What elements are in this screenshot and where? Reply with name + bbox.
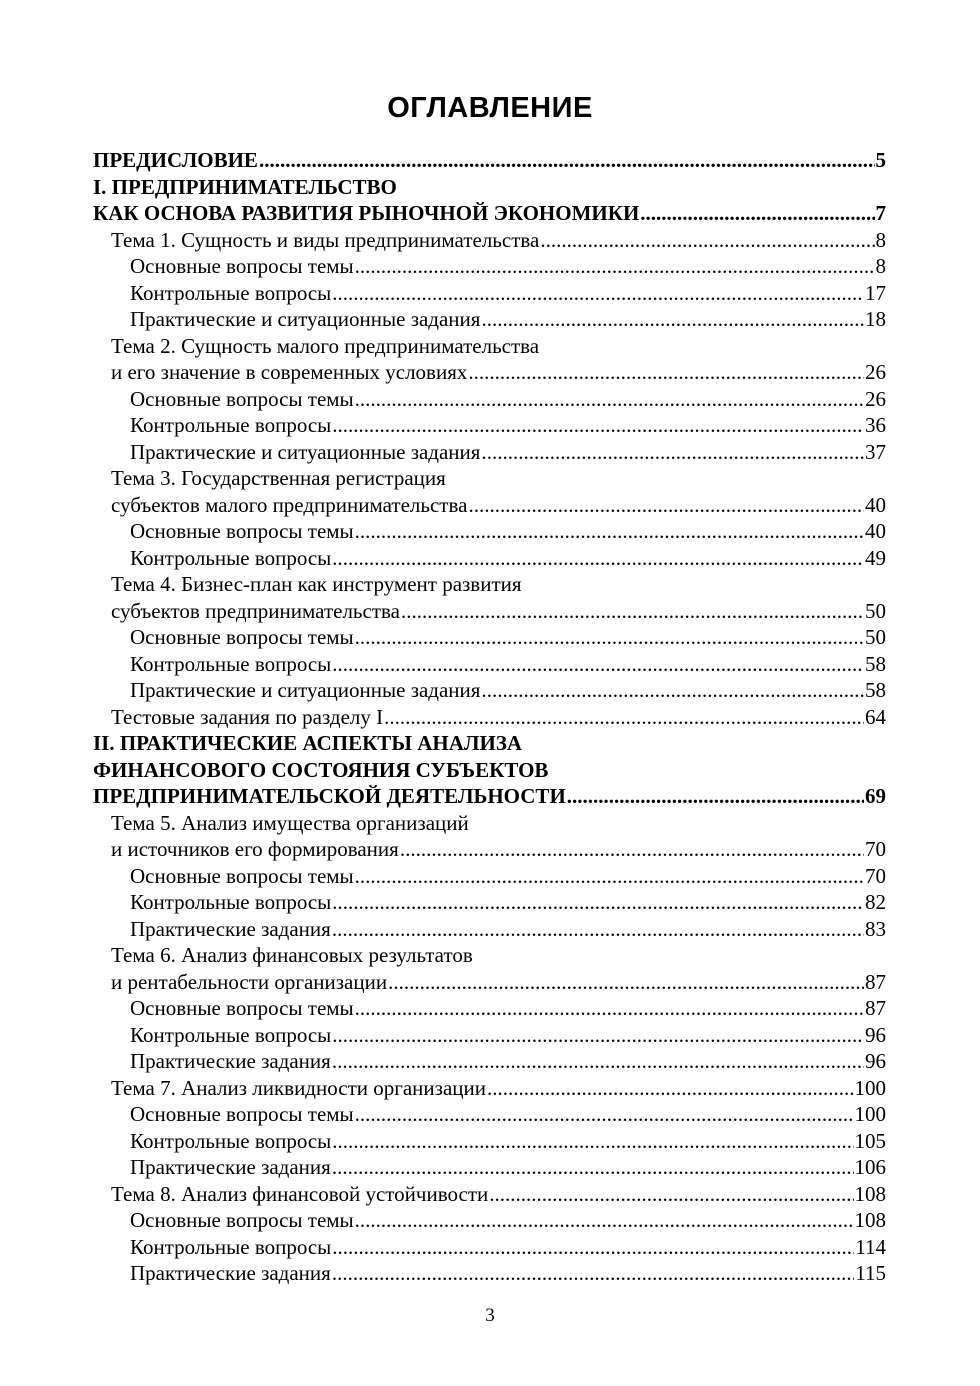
- toc-entry-page: 58: [865, 651, 886, 676]
- toc-dot-leader: [332, 1128, 853, 1155]
- toc-entry-page: 26: [865, 360, 886, 384]
- toc-dot-leader: [332, 1234, 854, 1261]
- toc-entry-title: Практические и ситуационные задания: [130, 307, 481, 331]
- toc-entry-title: Тема 5. Анализ имущества организаций: [111, 810, 469, 835]
- toc-entry: [93, 757, 886, 784]
- toc-entry: [93, 147, 886, 174]
- toc-dot-leader: [332, 1048, 864, 1075]
- toc-entry-page: 26: [865, 386, 886, 411]
- toc-entry: [93, 465, 886, 492]
- toc-entry: [93, 810, 886, 837]
- toc-entry: [93, 730, 886, 757]
- toc-dot-leader: [332, 651, 864, 678]
- toc-entry-page: 17: [865, 280, 886, 305]
- toc-entry-page: 7: [875, 201, 886, 225]
- toc-entry: [93, 359, 886, 386]
- toc-entry: [93, 545, 886, 572]
- page-title: ОГЛАВЛЕНИЕ: [387, 92, 593, 124]
- toc-entry-title: Контрольные вопросы: [130, 280, 332, 305]
- toc-entry-title: Практические задания: [130, 1155, 331, 1179]
- toc-entry: [93, 200, 886, 227]
- toc-entry-page: 18: [865, 307, 886, 331]
- toc-entry: [93, 677, 886, 704]
- toc-entry: [93, 1260, 886, 1287]
- toc-dot-leader: [355, 518, 864, 545]
- toc-entry-title: ПРЕДИСЛОВИЕ: [93, 148, 258, 172]
- toc-entry-title: Тема 2. Сущность малого предпринимательства: [111, 333, 540, 358]
- toc-entry-page: 114: [855, 1234, 886, 1259]
- toc-dot-leader: [401, 598, 864, 625]
- toc-dot-leader: [332, 916, 864, 943]
- toc-entry: [93, 1207, 886, 1234]
- toc-dot-leader: [355, 995, 864, 1022]
- toc-entry: [93, 942, 886, 969]
- toc-entry: [93, 916, 886, 943]
- toc-entry-title: ПРЕДПРИНИМАТЕЛЬСКОЙ ДЕЯТЕЛЬНОСТИ: [93, 784, 566, 808]
- toc-entry-title: и его значение в современных условиях: [111, 360, 468, 384]
- toc-entry-title: Тема 4. Бизнес-план как инструмент развития: [111, 572, 522, 596]
- toc-entry: [93, 783, 886, 810]
- toc-dot-leader: [489, 1181, 853, 1208]
- toc-entry: [93, 995, 886, 1022]
- toc-entry-title: КАК ОСНОВА РАЗВИТИЯ РЫНОЧНОЙ ЭКОНОМИКИ: [93, 201, 640, 225]
- toc-entry-page: 58: [865, 678, 886, 702]
- toc-entry-title: и источников его формирования: [111, 837, 399, 861]
- table-of-contents: [93, 147, 886, 1287]
- toc-entry-page: 49: [865, 545, 886, 570]
- page-number: 3: [485, 1305, 495, 1326]
- toc-dot-leader: [567, 783, 864, 810]
- toc-entry: [93, 1128, 886, 1155]
- toc-dot-leader: [355, 386, 864, 413]
- toc-entry-title: Тема 6. Анализ финансовых результатов: [111, 943, 473, 967]
- toc-entry-page: 70: [865, 837, 886, 861]
- toc-entry: [93, 836, 886, 863]
- toc-entry-page: 100: [854, 1075, 886, 1100]
- toc-entry: [93, 253, 886, 280]
- toc-entry-title: Основные вопросы темы: [130, 863, 354, 888]
- toc-entry-title: Контрольные вопросы: [130, 413, 332, 437]
- toc-entry-title: I. ПРЕДПРИНИМАТЕЛЬСТВО: [93, 174, 397, 199]
- toc-entry-page: 96: [865, 1049, 886, 1073]
- toc-entry-page: 82: [865, 890, 886, 914]
- toc-dot-leader: [332, 889, 864, 916]
- toc-entry-title: Практические задания: [130, 916, 331, 941]
- toc-entry: [93, 889, 886, 916]
- toc-dot-leader: [332, 412, 864, 439]
- toc-entry: [93, 492, 886, 519]
- toc-dot-leader: [487, 1075, 854, 1102]
- toc-entry-title: Контрольные вопросы: [130, 545, 332, 570]
- toc-entry-title: Контрольные вопросы: [130, 651, 332, 676]
- toc-entry: [93, 571, 886, 598]
- toc-entry-page: 108: [854, 1208, 886, 1232]
- toc-entry-title: Практические задания: [130, 1261, 331, 1285]
- toc-dot-leader: [355, 1101, 854, 1128]
- toc-dot-leader: [332, 280, 864, 307]
- toc-entry-page: 64: [865, 704, 886, 729]
- toc-dot-leader: [400, 836, 864, 863]
- toc-entry-page: 105: [854, 1128, 886, 1153]
- toc-entry-page: 50: [865, 598, 886, 623]
- toc-entry-page: 115: [855, 1261, 886, 1285]
- toc-entry-page: 87: [865, 996, 886, 1020]
- toc-entry-title: Основные вопросы темы: [130, 625, 354, 649]
- toc-entry-title: субъектов малого предпринимательства: [111, 492, 468, 517]
- toc-entry: [93, 1075, 886, 1102]
- toc-entry: [93, 1154, 886, 1181]
- toc-dot-leader: [355, 863, 864, 890]
- toc-dot-leader: [481, 677, 864, 704]
- toc-entry-title: Практические и ситуационные задания: [130, 678, 481, 702]
- toc-dot-leader: [388, 969, 864, 996]
- toc-entry-title: Основные вопросы темы: [130, 254, 354, 278]
- toc-entry: [93, 704, 886, 731]
- toc-dot-leader: [259, 147, 875, 174]
- toc-dot-leader: [468, 492, 864, 519]
- toc-entry-page: 37: [865, 439, 886, 464]
- toc-entry-title: Практические задания: [130, 1049, 331, 1073]
- toc-entry: [93, 1048, 886, 1075]
- toc-entry-page: 8: [875, 227, 886, 252]
- toc-entry-title: Контрольные вопросы: [130, 1022, 332, 1047]
- toc-entry: [93, 863, 886, 890]
- toc-entry-title: Основные вопросы темы: [130, 1102, 354, 1126]
- toc-entry-title: Основные вопросы темы: [130, 996, 354, 1020]
- toc-entry: [93, 227, 886, 254]
- toc-dot-leader: [540, 227, 874, 254]
- toc-entry-page: 8: [875, 254, 886, 278]
- toc-entry: [93, 386, 886, 413]
- toc-entry-title: ФИНАНСОВОГО СОСТОЯНИЯ СУБЪЕКТОВ: [93, 757, 549, 782]
- toc-entry: [93, 1234, 886, 1261]
- toc-entry-title: Контрольные вопросы: [130, 1234, 332, 1259]
- toc-entry: [93, 518, 886, 545]
- toc-entry-page: 108: [854, 1181, 886, 1206]
- toc-entry-title: Основные вопросы темы: [130, 386, 354, 411]
- toc-dot-leader: [332, 545, 864, 572]
- toc-entry-page: 40: [865, 519, 886, 543]
- toc-dot-leader: [481, 306, 864, 333]
- toc-entry-title: II. ПРАКТИЧЕСКИЕ АСПЕКТЫ АНАЛИЗА: [93, 731, 523, 755]
- toc-entry: [93, 306, 886, 333]
- toc-entry: [93, 439, 886, 466]
- toc-entry-title: субъектов предпринимательства: [111, 598, 400, 623]
- toc-entry-title: Контрольные вопросы: [130, 1128, 332, 1153]
- toc-dot-leader: [355, 1207, 854, 1234]
- toc-dot-leader: [332, 1022, 864, 1049]
- toc-entry: [93, 412, 886, 439]
- toc-entry-page: 36: [865, 413, 886, 437]
- toc-entry-title: и рентабельности организации: [111, 969, 388, 994]
- toc-entry-title: Основные вопросы темы: [130, 1208, 354, 1232]
- toc-entry: [93, 333, 886, 360]
- toc-dot-leader: [481, 439, 864, 466]
- toc-entry-page: 50: [865, 625, 886, 649]
- toc-entry-page: 100: [854, 1102, 886, 1126]
- toc-entry-page: 87: [865, 969, 886, 994]
- toc-dot-leader: [355, 253, 875, 280]
- toc-entry-title: Тема 1. Сущность и виды предпринимательства: [111, 227, 540, 252]
- toc-dot-leader: [468, 359, 864, 386]
- toc-entry: [93, 174, 886, 201]
- toc-dot-leader: [384, 704, 864, 731]
- toc-entry: [93, 1181, 886, 1208]
- toc-entry: [93, 969, 886, 996]
- toc-entry: [93, 1101, 886, 1128]
- toc-entry-title: Тема 8. Анализ финансовой устойчивости: [111, 1181, 489, 1206]
- toc-entry-title: Тема 3. Государственная регистрация: [111, 466, 446, 490]
- toc-entry-title: Контрольные вопросы: [130, 890, 332, 914]
- toc-entry-page: 106: [854, 1155, 886, 1179]
- toc-entry-page: 69: [865, 784, 886, 808]
- toc-dot-leader: [640, 200, 874, 227]
- toc-dot-leader: [332, 1154, 854, 1181]
- toc-entry-title: Практические и ситуационные задания: [130, 439, 481, 464]
- toc-entry: [93, 280, 886, 307]
- toc-entry-title: Тестовые задания по разделу I: [111, 704, 384, 729]
- toc-entry: [93, 651, 886, 678]
- toc-entry-page: 40: [865, 492, 886, 517]
- toc-dot-leader: [332, 1260, 854, 1287]
- toc-dot-leader: [355, 624, 864, 651]
- toc-entry: [93, 624, 886, 651]
- toc-entry-page: 5: [875, 148, 886, 172]
- toc-entry-page: 83: [865, 916, 886, 941]
- toc-entry-page: 96: [865, 1022, 886, 1047]
- toc-entry-title: Тема 7. Анализ ликвидности организации: [111, 1075, 486, 1100]
- toc-entry-title: Основные вопросы темы: [130, 519, 354, 543]
- toc-entry: [93, 598, 886, 625]
- toc-entry-page: 70: [865, 863, 886, 888]
- toc-entry: [93, 1022, 886, 1049]
